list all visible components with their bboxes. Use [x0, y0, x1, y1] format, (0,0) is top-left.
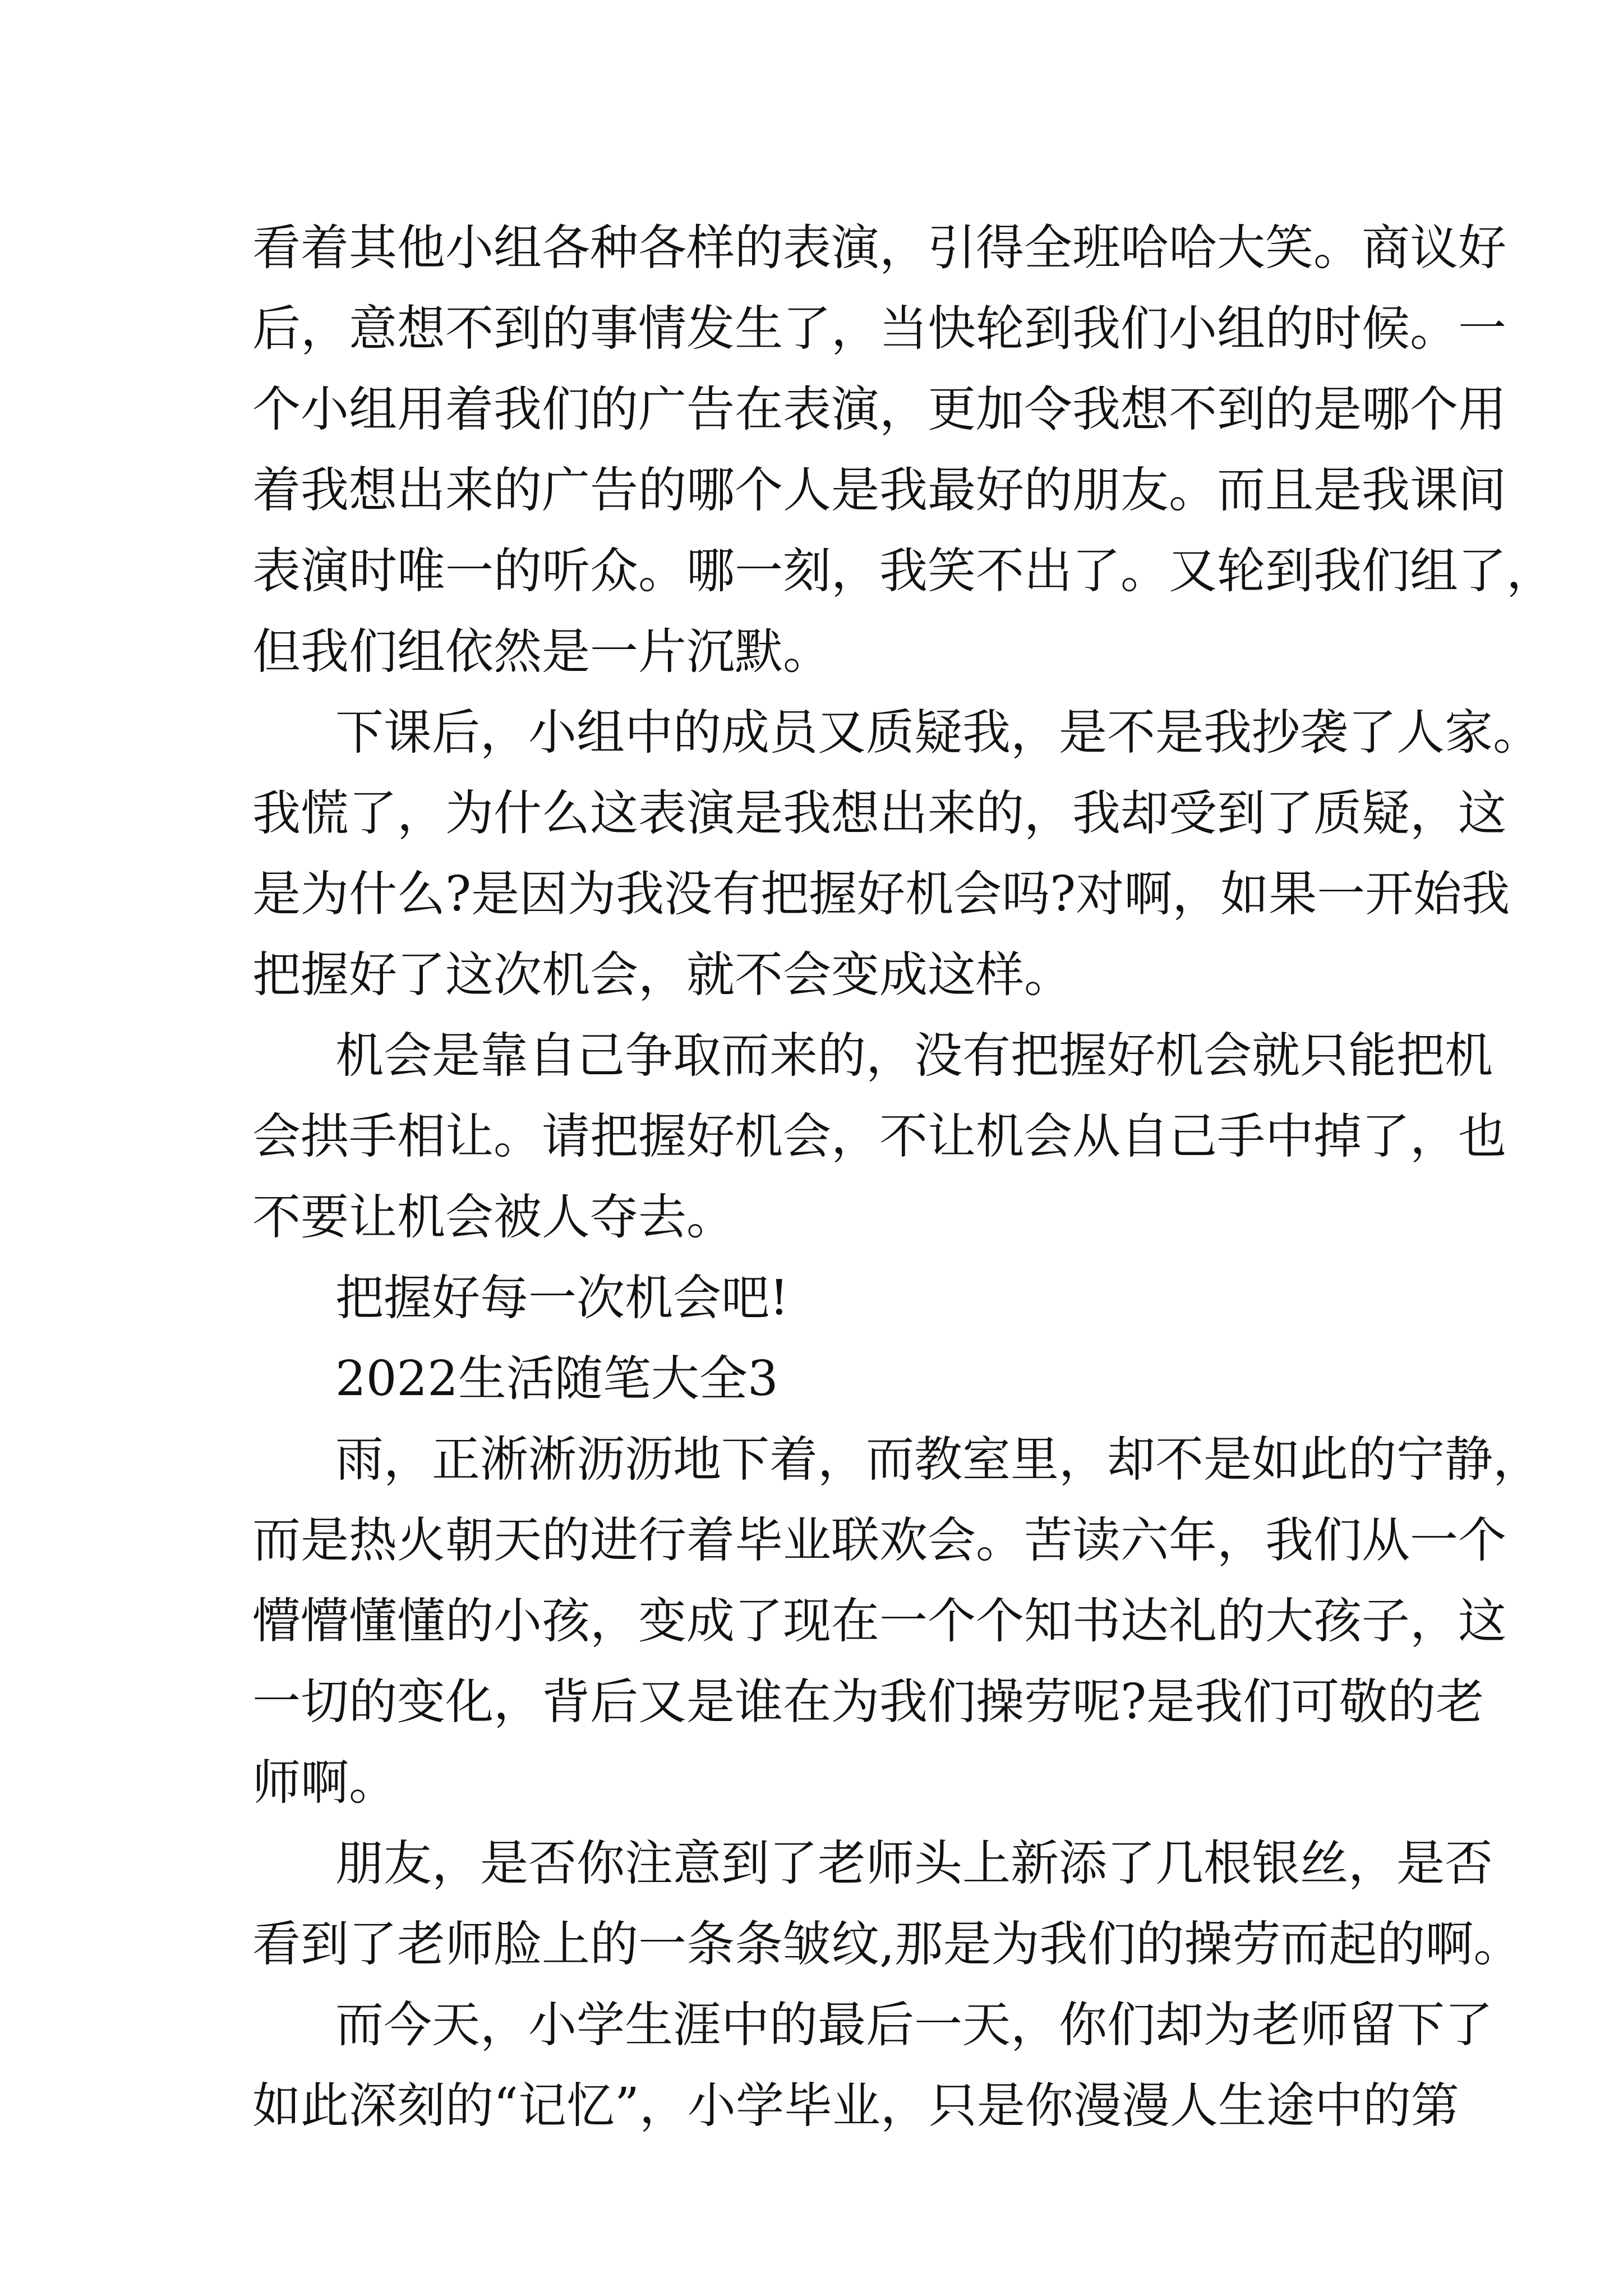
text-line: 看着其他小组各种各样的表演，引得全班哈哈大笑。商议好 [252, 220, 1506, 276]
text-line: 看到了老师脸上的一条条皱纹,那是为我们的操劳而起的啊。 [252, 1916, 1522, 1972]
text-line: 而今天，小学生涯中的最后一天，你们却为老师留下了 [335, 1997, 1493, 2053]
text-line: 师啊。 [252, 1755, 397, 1811]
body-text [252, 208, 1555, 2146]
text-line: 下课后，小组中的成员又质疑我，是不是我抄袭了人家。 [335, 705, 1541, 761]
text-line: 是为什么?是因为我没有把握好机会吗?对啊，如果一开始我 [252, 866, 1510, 922]
text-line: 但我们组依然是一片沉默。 [252, 624, 831, 680]
text-line: 如此深刻的“记忆”，小学毕业，只是你漫漫人生途中的第 [252, 2078, 1459, 2134]
text-line: 表演时唯一的听众。哪一刻，我笑不出了。又轮到我们组了， [252, 543, 1555, 599]
text-line: 朋友，是否你注意到了老师头上新添了几根银丝，是否 [335, 1835, 1493, 1892]
text-line: 把握好每一次机会吧! [335, 1270, 789, 1326]
text-line: 而是热火朝天的进行着毕业联欢会。苦读六年，我们从一个 [252, 1512, 1506, 1568]
text-line: 个小组用着我们的广告在表演，更加令我想不到的是哪个用 [252, 381, 1506, 438]
text-line: 把握好了这次机会，就不会变成这样。 [252, 947, 1072, 1003]
text-line: 后，意想不到的事情发生了，当快轮到我们小组的时候。一 [252, 301, 1506, 357]
section-heading: 2022生活随笔大全3 [335, 1351, 778, 1407]
text-line: 雨，正淅淅沥沥地下着，而教室里，却不是如此的宁静， [335, 1432, 1541, 1488]
text-line: 一切的变化，背后又是谁在为我们操劳呢?是我们可敬的老 [252, 1674, 1484, 1730]
text-line: 不要让机会被人夺去。 [252, 1189, 735, 1245]
text-line: 会拱手相让。请把握好机会，不让机会从自己手中掉了，也 [252, 1108, 1506, 1165]
text-line: 懵懵懂懂的小孩，变成了现在一个个知书达礼的大孩子，这 [252, 1593, 1506, 1649]
text-line: 我慌了，为什么这表演是我想出来的，我却受到了质疑，这 [252, 785, 1506, 841]
text-line: 机会是靠自己争取而来的，没有把握好机会就只能把机 [335, 1028, 1493, 1084]
text-line: 着我想出来的广告的哪个人是我最好的朋友。而且是我课间 [252, 462, 1506, 518]
